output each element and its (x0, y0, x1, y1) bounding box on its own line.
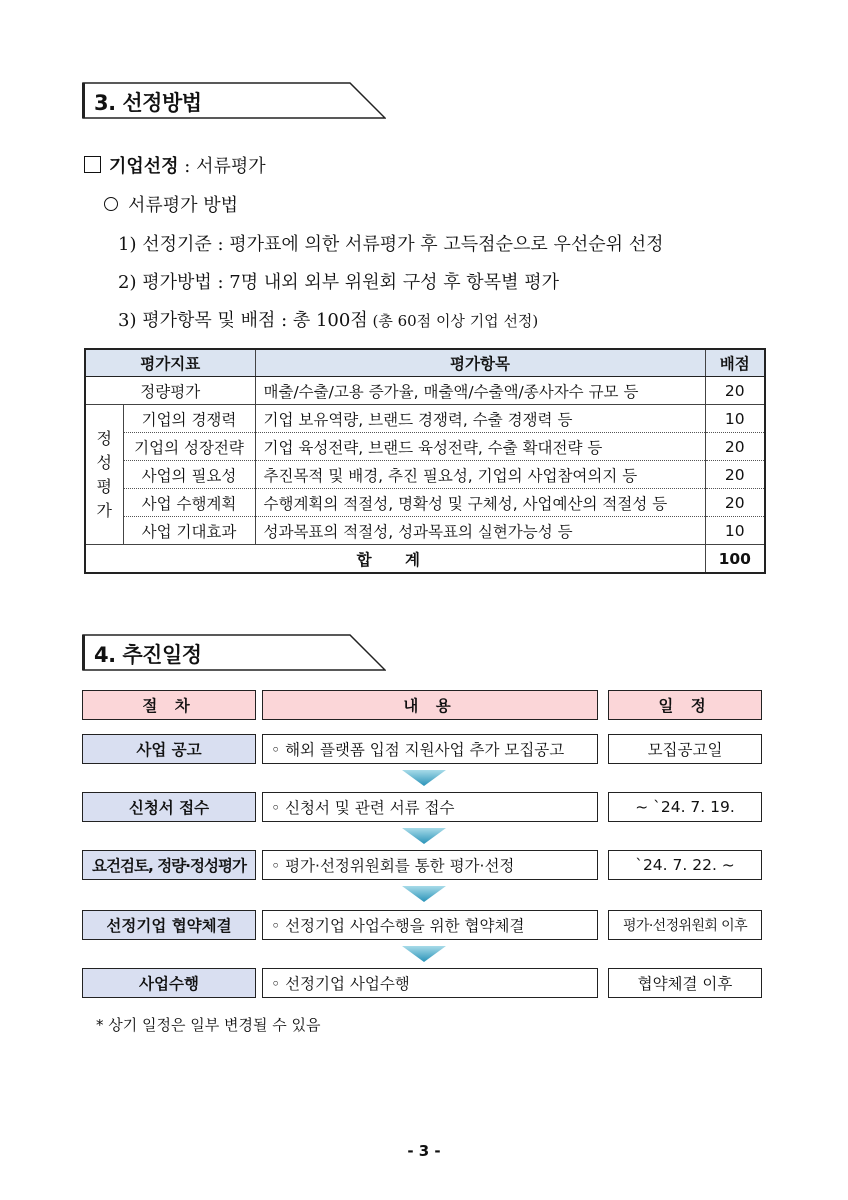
step-label: 선정기업 협약체결 (82, 910, 256, 940)
table-row (85, 405, 765, 433)
step-date: 협약체결 이후 (608, 968, 762, 998)
score-line (118, 306, 538, 332)
total-score: 100 (705, 545, 765, 574)
down-arrow-icon (402, 826, 446, 846)
qual-row-score: 20 (705, 489, 765, 517)
section4-header (82, 634, 386, 670)
checkbox-square-icon (84, 156, 101, 173)
score-line-main: 3) 평가항목 및 배점 : 총 100점 (118, 310, 368, 331)
evaluation-table (84, 348, 766, 574)
step-date: 모집공고일 (608, 734, 762, 764)
table-row (85, 377, 765, 405)
step-content: ◦ 해외 플랫폼 입점 지원사업 추가 모집공고 (262, 734, 598, 764)
step-label: 신청서 접수 (82, 792, 256, 822)
section3-title: 3. 선정방법 (94, 91, 202, 115)
header-indicator: 평가지표 (85, 349, 255, 377)
qual-row-label: 기업의 성장전략 (123, 433, 255, 461)
schedule-header-step: 절 차 (82, 690, 256, 720)
qual-row-label: 기업의 경쟁력 (123, 405, 255, 433)
bullet1-rest: : 서류평가 (178, 156, 266, 177)
qual-row-items: 기업 보유역량, 브랜드 경쟁력, 수출 경쟁력 등 (255, 405, 705, 433)
step-content: ◦ 평가·선정위원회를 통한 평가·선정 (262, 850, 598, 880)
qual-row-score: 10 (705, 517, 765, 545)
table-row (85, 433, 765, 461)
qual-row-items: 성과목표의 적절성, 성과목표의 실현가능성 등 (255, 517, 705, 545)
down-arrow-icon (402, 944, 446, 964)
bullet-company-selection (84, 152, 266, 178)
qual-row-score: 20 (705, 461, 765, 489)
page-number: - 3 - (407, 1142, 441, 1160)
table-row (85, 461, 765, 489)
total-label: 합 계 (85, 545, 705, 574)
down-arrow-icon (402, 884, 446, 904)
qual-row-label: 사업 기대효과 (123, 517, 255, 545)
step-label: 사업수행 (82, 968, 256, 998)
table-row (85, 517, 765, 545)
qual-label-char: 평 (96, 476, 112, 496)
schedule-header-content: 내 용 (262, 690, 598, 720)
section3-header (82, 82, 386, 118)
section4-title: 4. 추진일정 (94, 643, 202, 667)
criteria-line: 1) 선정기준 : 평가표에 의한 서류평가 후 고득점순으로 우선순위 선정 (118, 234, 664, 255)
qual-label-char: 가 (96, 500, 112, 520)
step-label: 사업 공고 (82, 734, 256, 764)
method-line: 2) 평가방법 : 7명 내외 외부 위원회 구성 후 항목별 평가 (118, 272, 559, 293)
step-label: 요건검토, 정량·정성평가 (82, 850, 256, 880)
qual-row-score: 10 (705, 405, 765, 433)
circle-bullet-icon (104, 197, 118, 211)
step-date: `24. 7. 22. ~ (608, 850, 762, 880)
quant-items: 매출/수출/고용 증가율, 매출액/수출액/종사자수 규모 등 (255, 377, 705, 405)
bullet1-head: 기업선정 (109, 156, 179, 177)
qual-label-char: 성 (96, 452, 112, 472)
table-total-row (85, 545, 765, 574)
qual-row-label: 사업 수행계획 (123, 489, 255, 517)
step-date: 평가·선정위원회 이후 (608, 910, 762, 940)
down-arrow-icon (402, 768, 446, 788)
step-content: ◦ 선정기업 사업수행 (262, 968, 598, 998)
quant-score: 20 (705, 377, 765, 405)
quant-label: 정량평가 (85, 377, 255, 405)
header-items: 평가항목 (255, 349, 705, 377)
qual-label (85, 405, 123, 545)
header-score: 배점 (705, 349, 765, 377)
score-line-note: (총 60점 이상 기업 선정) (367, 312, 539, 330)
table-row (85, 489, 765, 517)
schedule-note: * 상기 일정은 일부 변경될 수 있음 (96, 1016, 321, 1034)
sub-bullet-method (104, 191, 238, 217)
step-content: ◦ 선정기업 사업수행을 위한 협약체결 (262, 910, 598, 940)
qual-label-char: 정 (96, 428, 112, 448)
qual-row-items: 기업 육성전략, 브랜드 육성전략, 수출 확대전략 등 (255, 433, 705, 461)
qual-row-items: 추진목적 및 배경, 추진 필요성, 기업의 사업참여의지 등 (255, 461, 705, 489)
step-content: ◦ 신청서 및 관련 서류 접수 (262, 792, 598, 822)
qual-row-items: 수행계획의 적절성, 명확성 및 구체성, 사업예산의 적절성 등 (255, 489, 705, 517)
table-header-row (85, 349, 765, 377)
qual-row-label: 사업의 필요성 (123, 461, 255, 489)
sub-head: 서류평가 방법 (128, 195, 239, 216)
step-date: ~ `24. 7. 19. (608, 792, 762, 822)
schedule-header-date: 일 정 (608, 690, 762, 720)
qual-row-score: 20 (705, 433, 765, 461)
